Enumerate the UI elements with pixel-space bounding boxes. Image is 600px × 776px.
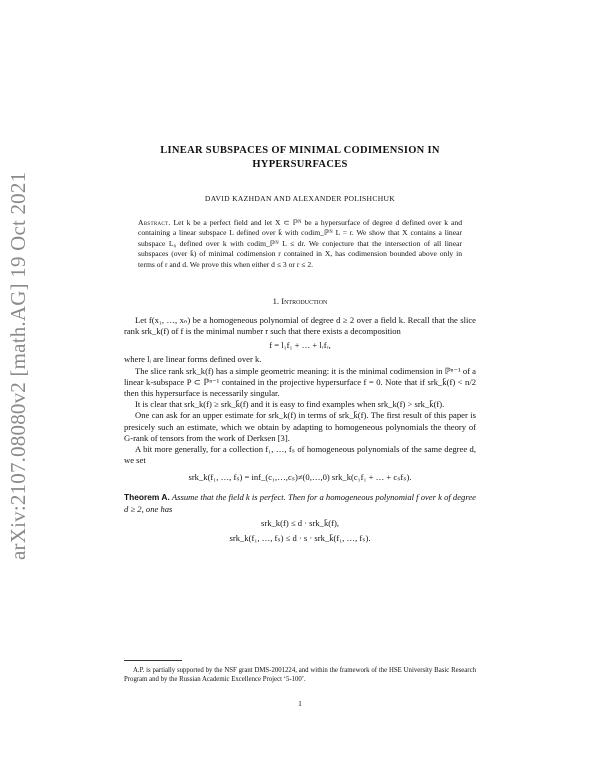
intro-paragraph-2: The slice rank srk_k(f) has a simple geometric meaning: it is the minimal codimension in ℙⁿ⁻¹ of a linear k-subspace P ⊂ ℙⁿ⁻¹ contained in the projective hypersurface f = 0. Note that if srk_k̄(f) < n/2 then this hypersurface is necessarily singular. [124,365,476,399]
decomposition-equation: f = l₁f₁ + … + lᵣfᵣ, [269,340,331,351]
abstract-label: Abstract. [138,218,171,227]
paper-title [124,144,476,172]
theorem-a [124,492,476,514]
paper-page [124,144,476,547]
authors: DAVID KAZHDAN AND ALEXANDER POLISHCHUK [204,194,396,203]
theorem-equation-2: srk_k(f₁, …, fₛ) ≤ d · s · srk_k̄(f₁, …, fₛ). [229,532,371,543]
arxiv-identifier-stamp: arXiv:2107.08080v2 [math.AG] 19 Oct 2021 [6,171,30,560]
abstract [138,218,462,270]
funding-footnote: A.P. is partially supported by the NSF grant DMS-2001224, and within the framework of the HSE University Basic Research Program and by the Russian Academic Excellence Project ‘5-100’. [124,667,476,684]
theorem-equation-1: srk_k(f) ≤ d · srk_k̄(f), [261,517,339,528]
page-number: 1 [298,699,302,708]
section-title: Introduction [281,296,328,307]
intro-paragraph-3: It is clear that srk_k(f) ≥ srk_k̄(f) and it is easy to find examples when srk_k(f) > srk_k̄(f). [135,399,445,410]
title-line-1: LINEAR SUBSPACES OF MINIMAL CODIMENSION IN [160,145,440,156]
intro-paragraph-1-end: where lᵢ are linear forms defined over k. [124,354,262,365]
title-line-2: HYPERSURFACES [252,159,348,170]
section-number: 1. [272,296,280,307]
intro-paragraph-4: One can ask for an upper estimate for srk_k(f) in terms of srk_k̄(f). The first result of this paper is presicely such an estimate, which we obtain by adapting to homogeneous polynomials the theory of G-rank of tensors from the work of Derksen [3]. [124,410,476,443]
section-heading [124,296,476,306]
abstract-text: Let k be a perfect field and let X ⊂ ℙᴺ be a hypersurface of degree d defined over k and containing a linear subspace L defined over k̄ with codim_ℙᴺ L = r. We show that X contains a linear subspace L₀ defined over k with codim_ℙᴺ L ≤ dr. We conjecture that the intersection of all linear subspaces (over k̄) of minimal codimension r contained in X, has codimension bounded above only in terms of r and d. We prove this when either d ≤ 3 or r ≤ 2. [138,218,462,269]
slice-rank-definition-equation: srk_k(f₁, …, fₛ) = inf_(c₁,…,cₛ)≠(0,…,0) srk_k(c₁f₁ + … + cₛfₛ). [188,472,412,483]
theorem-label: Theorem A. [124,492,170,503]
intro-paragraph-5: A bit more generally, for a collection f₁, …, fₛ of homogeneous polynomials of the same degree d, we set [124,444,476,466]
intro-paragraph-1: Let f(x₁, …, xₙ) be a homogeneous polynomial of degree d ≥ 2 over a field k. Recall that the slice rank srk_k(f) of f is the minimal number r such that there exists a decomposition [124,315,476,337]
theorem-statement: Assume that the field k is perfect. Then for a homogeneous polynomial f over k of degree d ≥ 2, one has [124,492,476,514]
footnote-divider [124,660,182,661]
